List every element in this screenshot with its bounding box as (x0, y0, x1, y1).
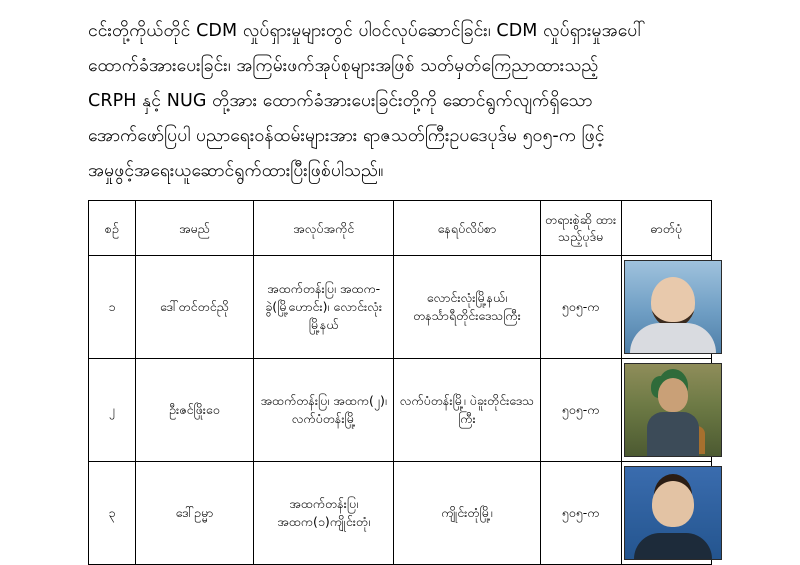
paragraph-line-1-text: ငင်းတို့ကိုယ်တိုင် CDM လှုပ်ရှားမှုများတွင် ပါဝင်လုပ်ဆောင်ခြင်း၊ CDM လှုပ်ရှားမှုအပေါ် (88, 21, 646, 41)
cell-no: ၃ (89, 462, 136, 565)
table-header-row (89, 201, 712, 256)
paragraph-line-4-text: အောက်ဖော်ပြပါ ပညာရေးဝန်ထမ်းများအား ရာဇသတ်ကြီးဥပဒေပုဒ်မ ၅၀၅-က ဖြင့် (88, 126, 605, 146)
column-header-case: တရားစွဲဆို ထားသည့်ပုဒ်မ (540, 201, 621, 256)
cell-no: ၁ (89, 256, 136, 359)
cell-case: ၅၀၅-က (540, 256, 621, 359)
table-row (89, 462, 712, 565)
cell-photo (621, 462, 711, 565)
cell-case: ၅၀၅-က (540, 462, 621, 565)
column-header-name: အမည် (135, 201, 253, 256)
cell-address: ကျိုင်းတုံမြို့၊ (394, 462, 540, 565)
cell-job: အထက်တန်းပြ၊ အထက(၂)၊ လက်ပံတန်းမြို့ (254, 359, 394, 462)
body-paragraph (88, 0, 712, 188)
table-row (89, 256, 712, 359)
cell-photo (621, 256, 711, 359)
paragraph-line-4 (88, 119, 712, 153)
cell-address: လောင်းလုံးမြို့နယ်၊ တနင်္သာရီတိုင်းဒေသကြီး (394, 256, 540, 359)
paragraph-line-3-text: CRPH နှင့် NUG တို့အား ထောက်ခံအားပေးခြင်းတို့ကို ဆောင်ရွက်လျက်ရှိသော (88, 91, 593, 111)
paragraph-line-1 (88, 14, 712, 48)
paragraph-line-2 (88, 49, 712, 83)
paragraph-line-5 (88, 154, 712, 188)
paragraph-line-2-text: ထောက်ခံအားပေးခြင်း၊ အကြမ်းဖက်အုပ်စုများအဖြစ် သတ်မှတ်ကြေညာထားသည့် (88, 56, 599, 76)
paragraph-line-5-text: အမှုဖွင့်အရေးယူဆောင်ရွက်ထားပြီးဖြစ်ပါသည်။ (88, 161, 384, 181)
person-photo (624, 260, 722, 354)
paragraph-line-3 (88, 84, 712, 118)
person-photo (624, 363, 722, 457)
persons-table (88, 200, 712, 565)
column-header-photo: ဓာတ်ပုံ (621, 201, 711, 256)
cell-job: အထက်တန်းပြ၊ အထက-ခွဲ(မြို့ဟောင်း)၊ လောင်းလုံးမြို့နယ် (254, 256, 394, 359)
cell-photo (621, 359, 711, 462)
table-row (89, 359, 712, 462)
cell-name: ဦးဇင်ဖြိုးဝေ (135, 359, 253, 462)
column-header-no: စဉ် (89, 201, 136, 256)
cell-job: အထက်တန်းပြ၊ အထက(၁)ကျိုင်းတုံ၊ (254, 462, 394, 565)
cell-name: ဒေါ်တင်တင်ညို (135, 256, 253, 359)
cell-name: ဒေါ်ဥမ္မာ (135, 462, 253, 565)
cell-address: လက်ပံတန်းမြို့၊ ပဲခူးတိုင်းဒေသကြီး (394, 359, 540, 462)
person-photo (624, 466, 722, 560)
cell-no: ၂ (89, 359, 136, 462)
column-header-job: အလုပ်အကိုင် (254, 201, 394, 256)
column-header-address: နေရပ်လိပ်စာ (394, 201, 540, 256)
cell-case: ၅၀၅-က (540, 359, 621, 462)
